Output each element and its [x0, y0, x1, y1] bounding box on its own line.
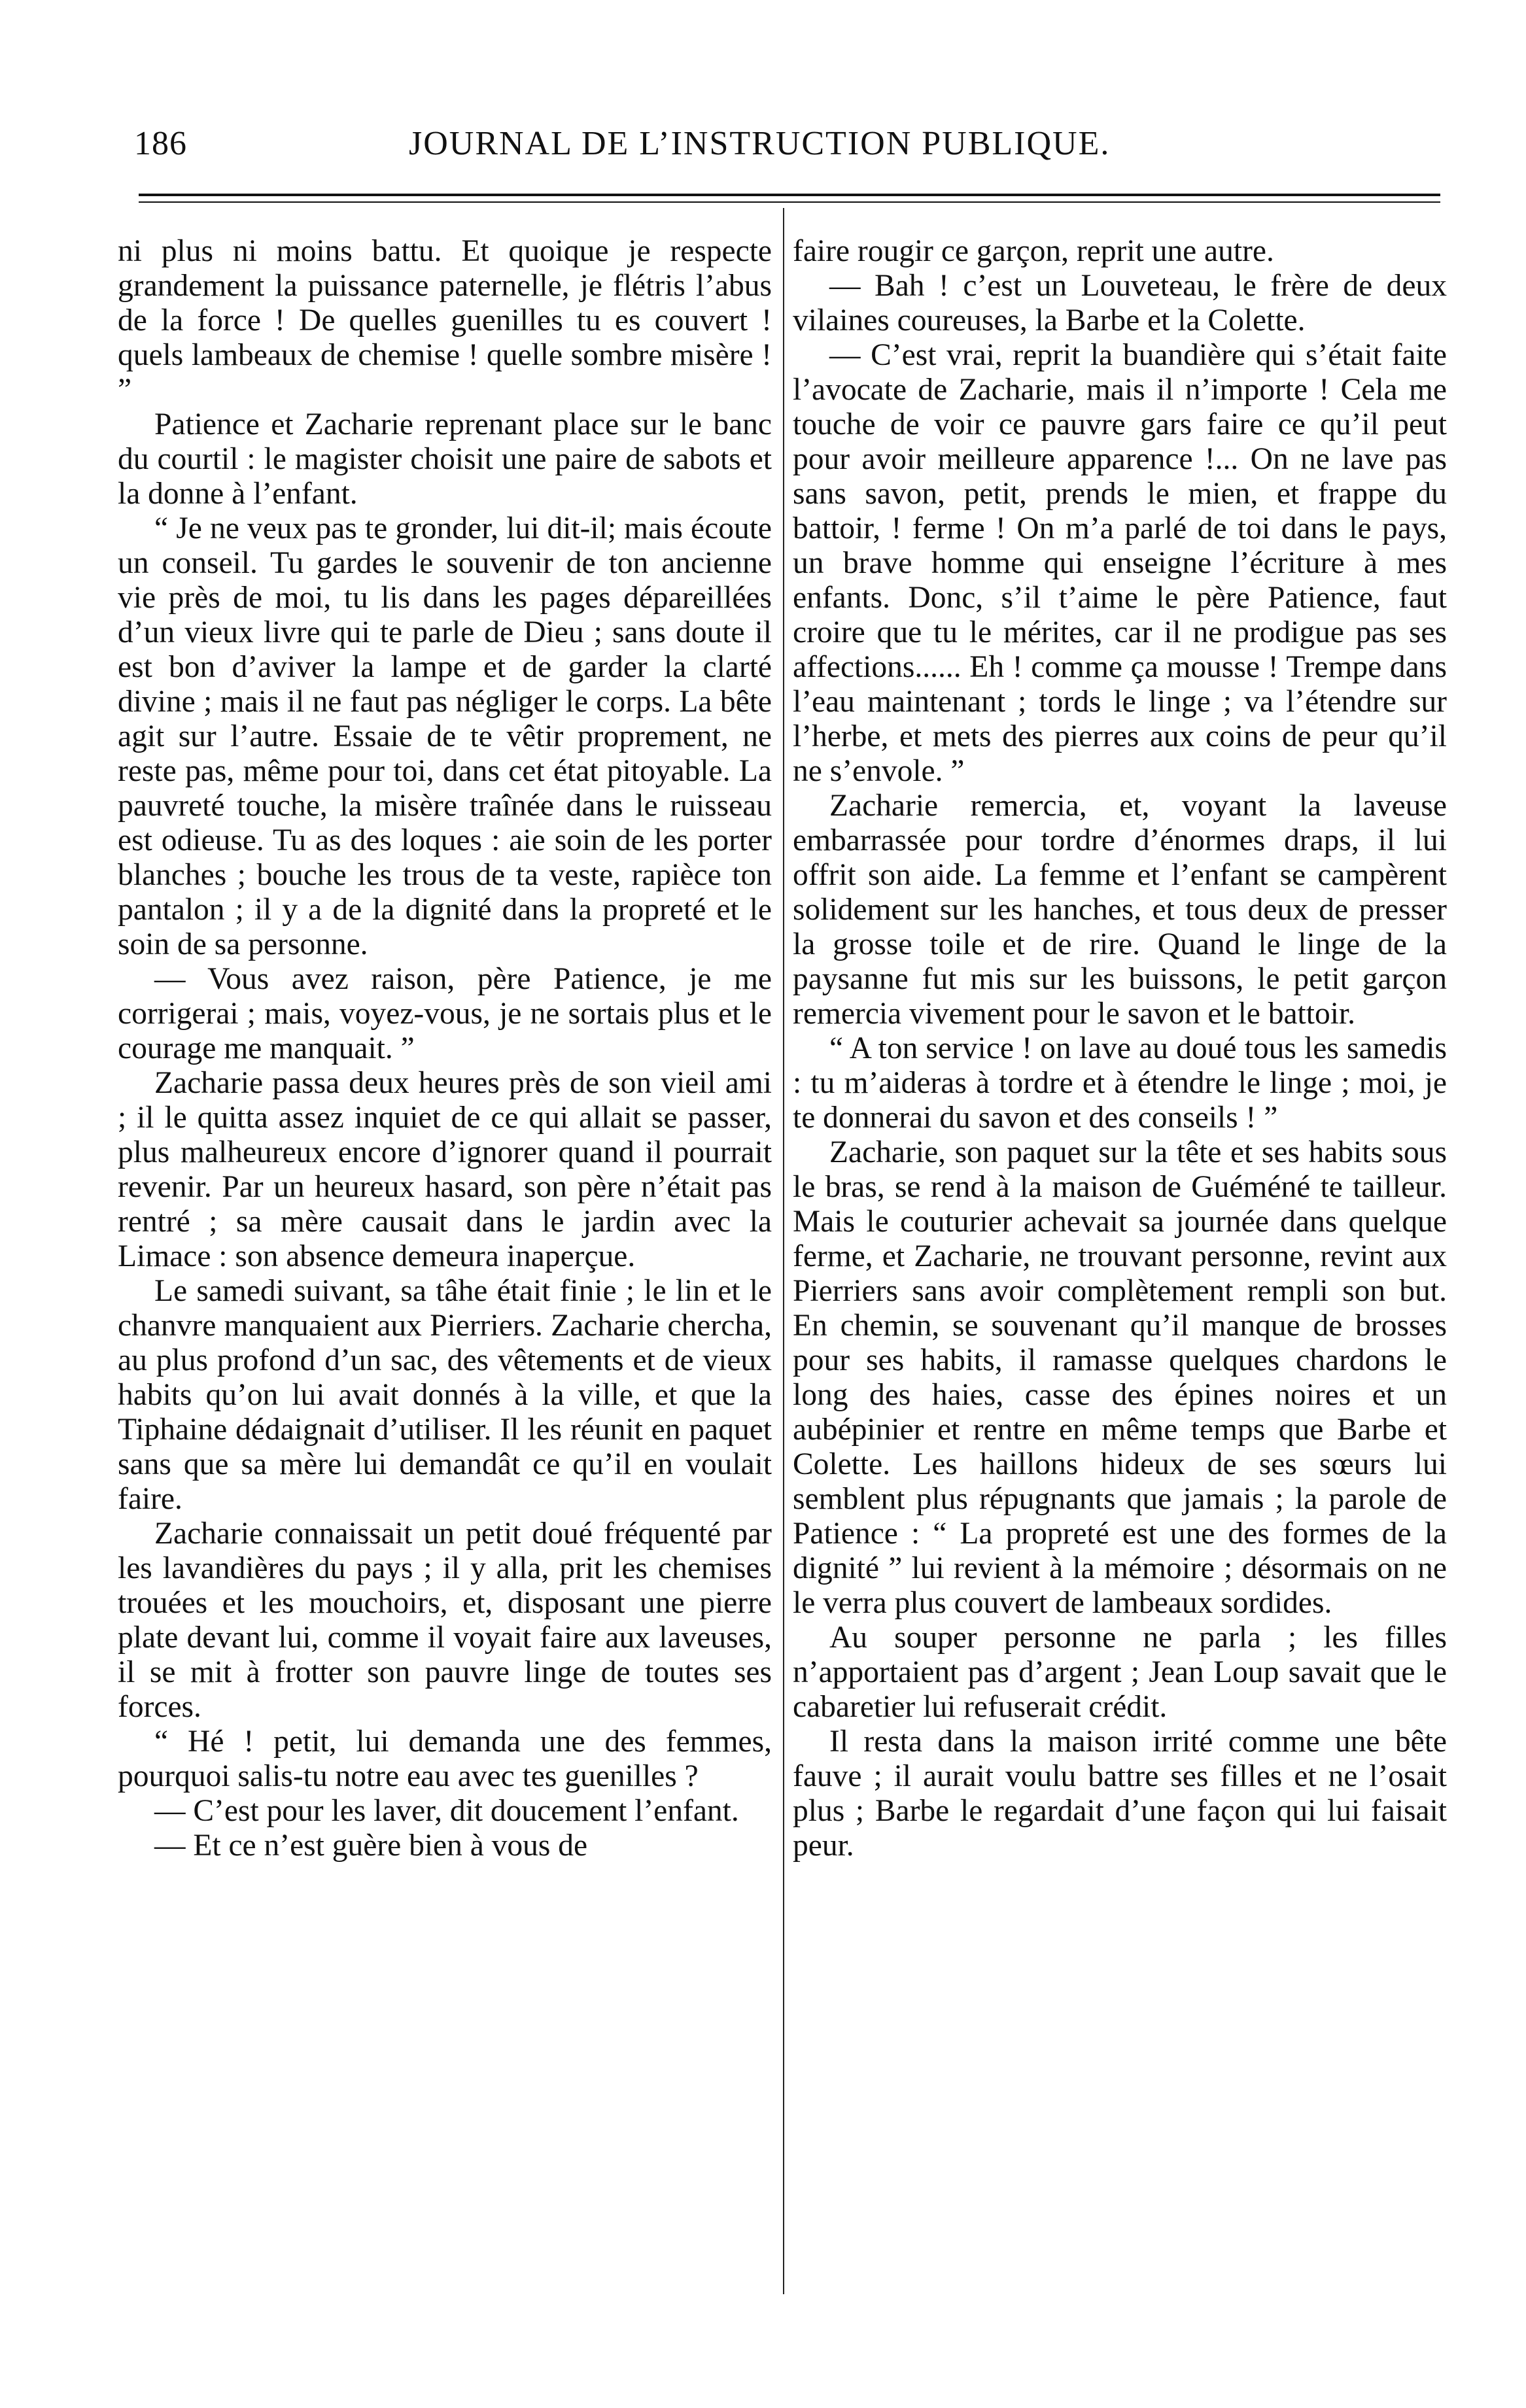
left-paragraph-7: Zacharie connaissait un petit doué fréquenté par les lavandières du pays ; il y alla, prit les chemises trouées et les mouchoirs, et, disposant une pierre plate devant lui, comme il voyait faire aux laveuses, il se mit à frotter son pauvre linge de toutes ses forces.: [118, 1517, 772, 1724]
right-paragraph-5: “ A ton service ! on lave au doué tous les samedis : tu m’aideras à tordre et à étendre le linge ; moi, je te donnerai du savon et des conseils ! ”: [793, 1031, 1447, 1135]
right-paragraph-2: — Bah ! c’est un Louveteau, le frère de deux vilaines coureuses, la Barbe et la Colette.: [793, 269, 1447, 337]
left-paragraph-5: Zacharie passa deux heures près de son vieil ami ; il le quitta assez inquiet de ce qui allait se passer, plus malheureux encore d’ignorer quand il pourrait revenir. Par un heureux hasard, son père n’était pas rentré ; sa mère causait dans le jardin avec la Limace : son absence demeura inaperçue.: [118, 1066, 772, 1273]
left-paragraph-1: ni plus ni moins battu. Et quoique je respecte grandement la puissance paternelle, je flétris l’abus de la force ! De quelles guenilles tu es couvert ! quels lambeaux de chemise ! quelle sombre misère ! ”: [118, 234, 772, 407]
running-title: JOURNAL DE L’INSTRUCTION PUBLIQUE.: [409, 125, 1111, 162]
header-rule-thin: [139, 201, 1440, 203]
right-paragraph-4: Zacharie remercia, et, voyant la laveuse embarrassée pour tordre d’énormes draps, il lui offrit son aide. La femme et l’enfant se campèrent solidement sur les hanches, et tous deux de presser la grosse toile et de rire. Quand le linge de la paysanne fut mis sur les buissons, le petit garçon remercia vivement pour le savon et le battoir.: [793, 789, 1447, 1031]
right-paragraph-8: Il resta dans la maison irrité comme une bête fauve ; il aurait voulu battre ses filles et ne l’osait plus ; Barbe le regardait d’une façon qui lui faisait peur.: [793, 1725, 1447, 1863]
left-paragraph-9: — C’est pour les laver, dit doucement l’enfant.: [154, 1794, 739, 1828]
right-paragraph-1: faire rougir ce garçon, reprit une autre.: [793, 234, 1274, 268]
right-paragraph-6: Zacharie, son paquet sur la tête et ses habits sous le bras, se rend à la maison de Guéméné te tailleur. Mais le couturier achevait sa journée dans quelque ferme, et Zacharie, ne trouvant personne, revint aux Pierriers sans avoir complètement rempli son but. En chemin, se souvenant qu’il manque de brosses pour ses habits, il ramasse quelques chardons le long des haies, casse des épines noires et un aubépinier et rentre en même temps que Barbe et Colette. Les haillons hideux de ses sœurs lui semblent plus répugnants que jamais ; la parole de Patience : “ La propreté est une des formes de la dignité ” lui revient à la mémoire ; désormais on ne le verra plus couvert de lambeaux sordides.: [793, 1135, 1447, 1620]
header-rule-thick: [139, 194, 1440, 196]
left-paragraph-4: — Vous avez raison, père Patience, je me corrigerai ; mais, voyez-vous, je ne sortais plus et le courage me manquait. ”: [118, 962, 772, 1065]
left-paragraph-3: “ Je ne veux pas te gronder, lui dit-il; mais écoute un conseil. Tu gardes le souvenir de ton ancienne vie près de moi, tu lis dans les pages dépareillées d’un vieux livre qui te parle de Dieu ; sans doute il est bon d’aviver la lampe et de garder la clarté divine ; mais il ne faut pas négliger le corps. La bête agit sur l’autre. Essaie de te vêtir proprement, ne reste pas, même pour toi, dans cet état pitoyable. La pauvreté touche, la misère traînée dans le ruisseau est odieuse. Tu as des loques : aie soin de les porter blanches ; bouche les trous de ta veste, rapièce ton pantalon ; il y a de la dignité dans la propreté et le soin de sa personne.: [118, 511, 772, 961]
right-column: [793, 234, 1447, 1863]
right-paragraph-3: — C’est vrai, reprit la buandière qui s’était faite l’avocate de Zacharie, mais il n’importe ! Cela me touche de voir ce pauvre gars faire ce qu’il peut pour avoir meilleure apparence !... On ne lave pas sans savon, petit, prends le mien, et frappe du battoir, ! ferme ! On m’a parlé de toi dans le pays, un brave homme qui enseigne l’écriture à mes enfants. Donc, s’il t’aime le père Patience, faut croire que tu le mérites, car il ne prodigue pas ses affections...... Eh ! comme ça mousse ! Trempe dans l’eau maintenant ; tords le linge ; va l’étendre sur l’herbe, et mets des pierres aux coins de peur qu’il ne s’envole. ”: [793, 338, 1447, 788]
left-column: [118, 234, 772, 1863]
left-paragraph-8: “ Hé ! petit, lui demanda une des femmes, pourquoi salis-tu notre eau avec tes guenilles ?: [118, 1725, 772, 1793]
left-paragraph-10: — Et ce n’est guère bien à vous de: [154, 1829, 588, 1863]
left-paragraph-6: Le samedi suivant, sa tâhe était finie ; le lin et le chanvre manquaient aux Pierriers. Zacharie chercha, au plus profond d’un sac, des vêtements et de vieux habits qu’on lui avait donnés à la ville, et que la Tiphaine dédaignait d’utiliser. Il les réunit en paquet sans que sa mère lui demandât ce qu’il en voulait faire.: [118, 1274, 772, 1516]
right-paragraph-7: Au souper personne ne parla ; les filles n’apportaient pas d’argent ; Jean Loup savait que le cabaretier lui refuserait crédit.: [793, 1621, 1447, 1724]
column-divider: [783, 208, 784, 2294]
page-number: 186: [134, 125, 187, 162]
left-paragraph-2: Patience et Zacharie reprenant place sur le banc du courtil : le magister choisit une paire de sabots et la donne à l’enfant.: [118, 407, 772, 511]
page-header: [134, 124, 1436, 177]
